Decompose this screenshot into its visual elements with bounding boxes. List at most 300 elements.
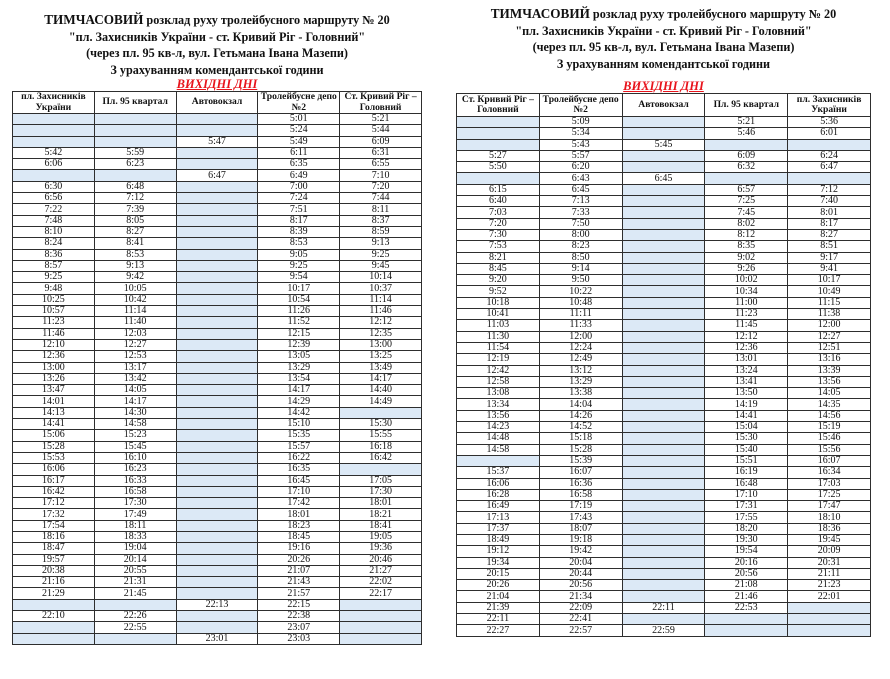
table-row [13,486,422,497]
time-cell: 20:56 [539,580,622,591]
empty-cell [176,328,258,339]
empty-cell [176,577,258,588]
time-cell: 18:23 [258,520,340,531]
time-cell: 6:40 [457,196,540,207]
title-line-3: (через пл. 95 кв-л, вул. Гетьмана Івана Мазепи) [532,40,795,54]
time-cell: 15:35 [258,430,340,441]
time-cell: 10:17 [258,283,340,294]
time-cell: 11:54 [457,342,540,353]
table-row [13,147,422,158]
empty-cell [176,588,258,599]
time-cell: 7:25 [705,196,788,207]
column-header: пл. Захисників України [13,92,95,114]
empty-cell [788,139,871,150]
time-cell: 8:27 [94,226,176,237]
time-cell: 16:07 [539,467,622,478]
empty-cell [176,181,258,192]
time-cell: 7:12 [788,184,871,195]
empty-cell [622,614,705,625]
table-row [13,452,422,463]
time-cell: 9:45 [340,260,422,271]
column-header: Автовокзал [622,94,705,117]
time-cell: 5:46 [705,128,788,139]
empty-cell [13,622,95,633]
time-cell: 14:04 [539,399,622,410]
empty-cell [340,611,422,622]
time-cell: 14:05 [788,388,871,399]
table-row [13,611,422,622]
title-rest: розклад руху тролейбусного маршруту № 20 [143,13,390,27]
time-cell: 12:36 [705,342,788,353]
table-row [13,407,422,418]
time-cell: 15:55 [340,430,422,441]
time-cell: 5:44 [340,125,422,136]
time-cell: 16:18 [340,441,422,452]
time-cell: 6:49 [258,170,340,181]
time-cell: 11:00 [705,297,788,308]
time-cell: 14:52 [539,422,622,433]
time-cell: 22:02 [340,577,422,588]
time-cell: 6:32 [705,162,788,173]
title-line-4: З урахуванням комендантської години [556,56,771,71]
time-cell: 19:57 [13,554,95,565]
table-row [457,354,871,365]
empty-cell [622,534,705,545]
empty-cell [622,568,705,579]
title-line-4: З урахуванням комендантської години [110,62,324,77]
empty-cell [176,373,258,384]
time-cell: 22:09 [539,602,622,613]
empty-cell [622,184,705,195]
empty-cell [94,170,176,181]
empty-cell [622,309,705,320]
empty-cell [176,260,258,271]
time-cell: 8:59 [340,226,422,237]
time-cell: 5:36 [788,117,871,128]
title-block [456,0,871,72]
time-cell: 13:00 [340,339,422,350]
time-cell: 19:34 [457,557,540,568]
time-cell: 13:08 [457,388,540,399]
time-cell: 17:03 [788,478,871,489]
time-cell: 9:13 [340,238,422,249]
day-type-subtitle: ВИХІДНІ ДНІ [176,77,258,91]
time-cell: 21:57 [258,588,340,599]
empty-cell [622,263,705,274]
time-cell: 19:42 [539,546,622,557]
time-cell: 18:36 [788,523,871,534]
time-cell: 6:35 [258,159,340,170]
time-cell: 13:12 [539,365,622,376]
time-cell: 20:55 [94,565,176,576]
column-header: Ст. Кривий Ріг – Головний [340,92,422,114]
time-cell: 22:41 [539,614,622,625]
table-row [457,557,871,568]
time-cell: 10:42 [94,294,176,305]
time-cell: 8:02 [705,218,788,229]
time-cell: 8:21 [457,252,540,263]
time-cell: 20:26 [258,554,340,565]
time-cell: 21:43 [258,577,340,588]
column-header: Пл. 95 квартал [705,94,788,117]
table-row [457,218,871,229]
empty-cell [176,317,258,328]
empty-cell [622,331,705,342]
time-cell: 17:31 [705,501,788,512]
time-cell: 9:14 [539,263,622,274]
time-cell: 15:04 [705,422,788,433]
time-cell: 5:21 [705,117,788,128]
empty-cell [94,136,176,147]
table-row [13,226,422,237]
time-cell: 5:09 [539,117,622,128]
time-cell: 8:50 [539,252,622,263]
time-cell: 12:42 [457,365,540,376]
time-cell: 19:16 [258,543,340,554]
time-cell: 9:52 [457,286,540,297]
empty-cell [176,147,258,158]
time-cell: 14:23 [457,422,540,433]
empty-cell [622,433,705,444]
time-cell: 15:46 [788,433,871,444]
time-cell: 9:13 [94,260,176,271]
empty-cell [176,419,258,430]
time-cell: 17:05 [340,475,422,486]
time-cell: 7:30 [457,229,540,240]
title-line-1 [456,6,871,23]
time-cell: 16:19 [705,467,788,478]
time-cell: 5:49 [258,136,340,147]
time-cell: 18:16 [13,531,95,542]
table-row [457,422,871,433]
time-cell: 22:59 [622,625,705,636]
time-cell: 9:54 [258,272,340,283]
table-row [457,478,871,489]
time-cell: 16:17 [13,475,95,486]
column-header: Тролейбусне депо №2 [539,94,622,117]
table-row [13,362,422,373]
time-cell: 15:45 [94,441,176,452]
empty-cell [622,399,705,410]
time-cell: 7:44 [340,193,422,204]
time-cell: 7:20 [457,218,540,229]
empty-cell [176,452,258,463]
table-row [13,554,422,565]
table-row [457,150,871,161]
time-cell: 16:49 [457,501,540,512]
empty-cell [13,136,95,147]
time-cell: 16:58 [539,489,622,500]
time-cell: 6:55 [340,159,422,170]
empty-cell [176,520,258,531]
time-cell: 13:29 [258,362,340,373]
time-cell: 18:01 [340,498,422,509]
time-cell: 12:24 [539,342,622,353]
time-cell: 14:35 [788,399,871,410]
time-cell: 16:28 [457,489,540,500]
column-header: Пл. 95 квартал [94,92,176,114]
time-cell: 22:53 [705,602,788,613]
empty-cell [176,215,258,226]
table-row [13,520,422,531]
time-cell: 21:04 [457,591,540,602]
empty-cell [176,362,258,373]
time-cell: 8:24 [13,238,95,249]
time-cell: 5:57 [539,150,622,161]
empty-cell [622,117,705,128]
empty-cell [176,226,258,237]
table-row [457,467,871,478]
time-cell: 16:36 [539,478,622,489]
table-row [13,317,422,328]
time-cell: 21:34 [539,591,622,602]
empty-cell [622,501,705,512]
time-cell: 19:05 [340,531,422,542]
empty-cell [622,523,705,534]
time-cell: 13:05 [258,351,340,362]
time-cell: 15:30 [340,419,422,430]
table-row [13,577,422,588]
time-cell: 16:48 [705,478,788,489]
table-row [457,275,871,286]
time-cell: 14:05 [94,385,176,396]
time-cell: 14:48 [457,433,540,444]
time-cell: 21:27 [340,565,422,576]
time-cell: 10:14 [340,272,422,283]
empty-cell [176,351,258,362]
time-cell: 11:40 [94,317,176,328]
empty-cell [622,478,705,489]
table-row [457,297,871,308]
time-cell: 7:20 [340,181,422,192]
empty-cell [622,410,705,421]
empty-cell [176,464,258,475]
time-cell: 16:45 [258,475,340,486]
time-cell: 6:56 [13,193,95,204]
time-cell: 5:42 [13,147,95,158]
empty-cell [788,602,871,613]
time-cell: 5:27 [457,150,540,161]
time-cell: 8:10 [13,226,95,237]
time-cell: 14:01 [13,396,95,407]
time-cell: 9:20 [457,275,540,286]
time-cell: 5:01 [258,114,340,125]
table-row [457,331,871,342]
time-cell: 18:47 [13,543,95,554]
empty-cell [788,173,871,184]
time-cell: 13:25 [340,351,422,362]
title-rest: розклад руху тролейбусного маршруту № 20 [589,7,837,21]
empty-cell [622,365,705,376]
time-cell: 8:17 [258,215,340,226]
time-cell: 22:13 [176,599,258,610]
time-cell: 12:27 [94,339,176,350]
time-cell: 6:15 [457,184,540,195]
time-cell: 5:43 [539,139,622,150]
empty-cell [340,633,422,644]
empty-cell [94,633,176,644]
empty-cell [340,407,422,418]
time-cell: 21:31 [94,577,176,588]
empty-cell [176,204,258,215]
table-row [13,599,422,610]
time-cell: 7:10 [340,170,422,181]
time-cell: 13:29 [539,376,622,387]
time-cell: 20:46 [340,554,422,565]
time-cell: 17:43 [539,512,622,523]
time-cell: 20:09 [788,546,871,557]
table-row [457,241,871,252]
empty-cell [176,498,258,509]
header-row [457,94,871,117]
time-cell: 11:46 [13,328,95,339]
table-row [457,139,871,150]
table-row [457,342,871,353]
empty-cell [705,614,788,625]
table-row [457,455,871,466]
time-cell: 11:14 [94,306,176,317]
table-row [457,229,871,240]
time-cell: 15:40 [705,444,788,455]
empty-cell [622,546,705,557]
time-cell: 18:11 [94,520,176,531]
time-cell: 22:10 [13,611,95,622]
table-row [13,633,422,644]
table-row [457,523,871,534]
title-line-2: "пл. Захисників України - ст. Кривий Ріг - Головний" [515,23,812,38]
time-cell: 13:54 [258,373,340,384]
time-cell: 8:53 [258,238,340,249]
time-cell: 20:14 [94,554,176,565]
table-row [457,546,871,557]
time-cell: 11:33 [539,320,622,331]
time-cell: 6:09 [705,150,788,161]
time-cell: 10:17 [788,275,871,286]
empty-cell [176,193,258,204]
table-row [457,580,871,591]
table-row [13,565,422,576]
time-cell: 12:10 [13,339,95,350]
empty-cell [176,622,258,633]
time-cell: 10:48 [539,297,622,308]
time-cell: 13:50 [705,388,788,399]
table-row [457,173,871,184]
time-cell: 11:38 [788,309,871,320]
time-cell: 13:56 [457,410,540,421]
time-cell: 7:53 [457,241,540,252]
empty-cell [13,170,95,181]
empty-cell [340,464,422,475]
time-cell: 14:17 [94,396,176,407]
empty-cell [13,599,95,610]
time-cell: 14:58 [457,444,540,455]
time-cell: 9:48 [13,283,95,294]
time-cell: 17:25 [788,489,871,500]
time-cell: 13:26 [13,373,95,384]
table-row [13,159,422,170]
time-cell: 14:42 [258,407,340,418]
time-cell: 12:53 [94,351,176,362]
empty-cell [176,509,258,520]
table-row [457,614,871,625]
time-cell: 11:14 [340,294,422,305]
empty-cell [176,565,258,576]
empty-cell [176,430,258,441]
time-cell: 12:39 [258,339,340,350]
time-cell: 15:23 [94,430,176,441]
table-row [13,215,422,226]
time-cell: 9:25 [258,260,340,271]
time-cell: 19:45 [788,534,871,545]
time-cell: 16:42 [340,452,422,463]
table-row [13,509,422,520]
empty-cell [622,444,705,455]
time-cell: 18:01 [258,509,340,520]
time-cell: 19:36 [340,543,422,554]
time-cell: 15:06 [13,430,95,441]
time-cell: 10:54 [258,294,340,305]
empty-cell [622,297,705,308]
time-cell: 22:55 [94,622,176,633]
time-cell: 16:34 [788,467,871,478]
time-cell: 5:50 [457,162,540,173]
time-cell: 6:57 [705,184,788,195]
empty-cell [176,396,258,407]
table-row [13,396,422,407]
table-row [13,351,422,362]
time-cell: 15:30 [705,433,788,444]
empty-cell [705,139,788,150]
empty-cell [94,125,176,136]
time-cell: 14:26 [539,410,622,421]
table-row [457,263,871,274]
table-row [13,464,422,475]
time-cell: 21:11 [788,568,871,579]
empty-cell [622,320,705,331]
time-cell: 7:51 [258,204,340,215]
time-cell: 16:07 [788,455,871,466]
table-row [13,125,422,136]
table-row [13,204,422,215]
empty-cell [176,294,258,305]
time-cell: 12:19 [457,354,540,365]
empty-cell [340,622,422,633]
time-cell: 8:37 [340,215,422,226]
time-cell: 11:15 [788,297,871,308]
time-cell: 11:11 [539,309,622,320]
time-cell: 14:58 [94,419,176,430]
time-cell: 16:23 [94,464,176,475]
time-cell: 12:03 [94,328,176,339]
table-row [457,399,871,410]
time-cell: 9:26 [705,263,788,274]
empty-cell [622,557,705,568]
table-row [457,591,871,602]
time-cell: 7:50 [539,218,622,229]
time-cell: 7:13 [539,196,622,207]
table-row [457,117,871,128]
table-row [457,286,871,297]
time-cell: 17:32 [13,509,95,520]
timetable-body [457,117,871,637]
time-cell: 22:38 [258,611,340,622]
time-cell: 10:57 [13,306,95,317]
empty-cell [622,388,705,399]
time-cell: 5:47 [176,136,258,147]
time-cell: 5:24 [258,125,340,136]
time-cell: 6:23 [94,159,176,170]
empty-cell [176,486,258,497]
